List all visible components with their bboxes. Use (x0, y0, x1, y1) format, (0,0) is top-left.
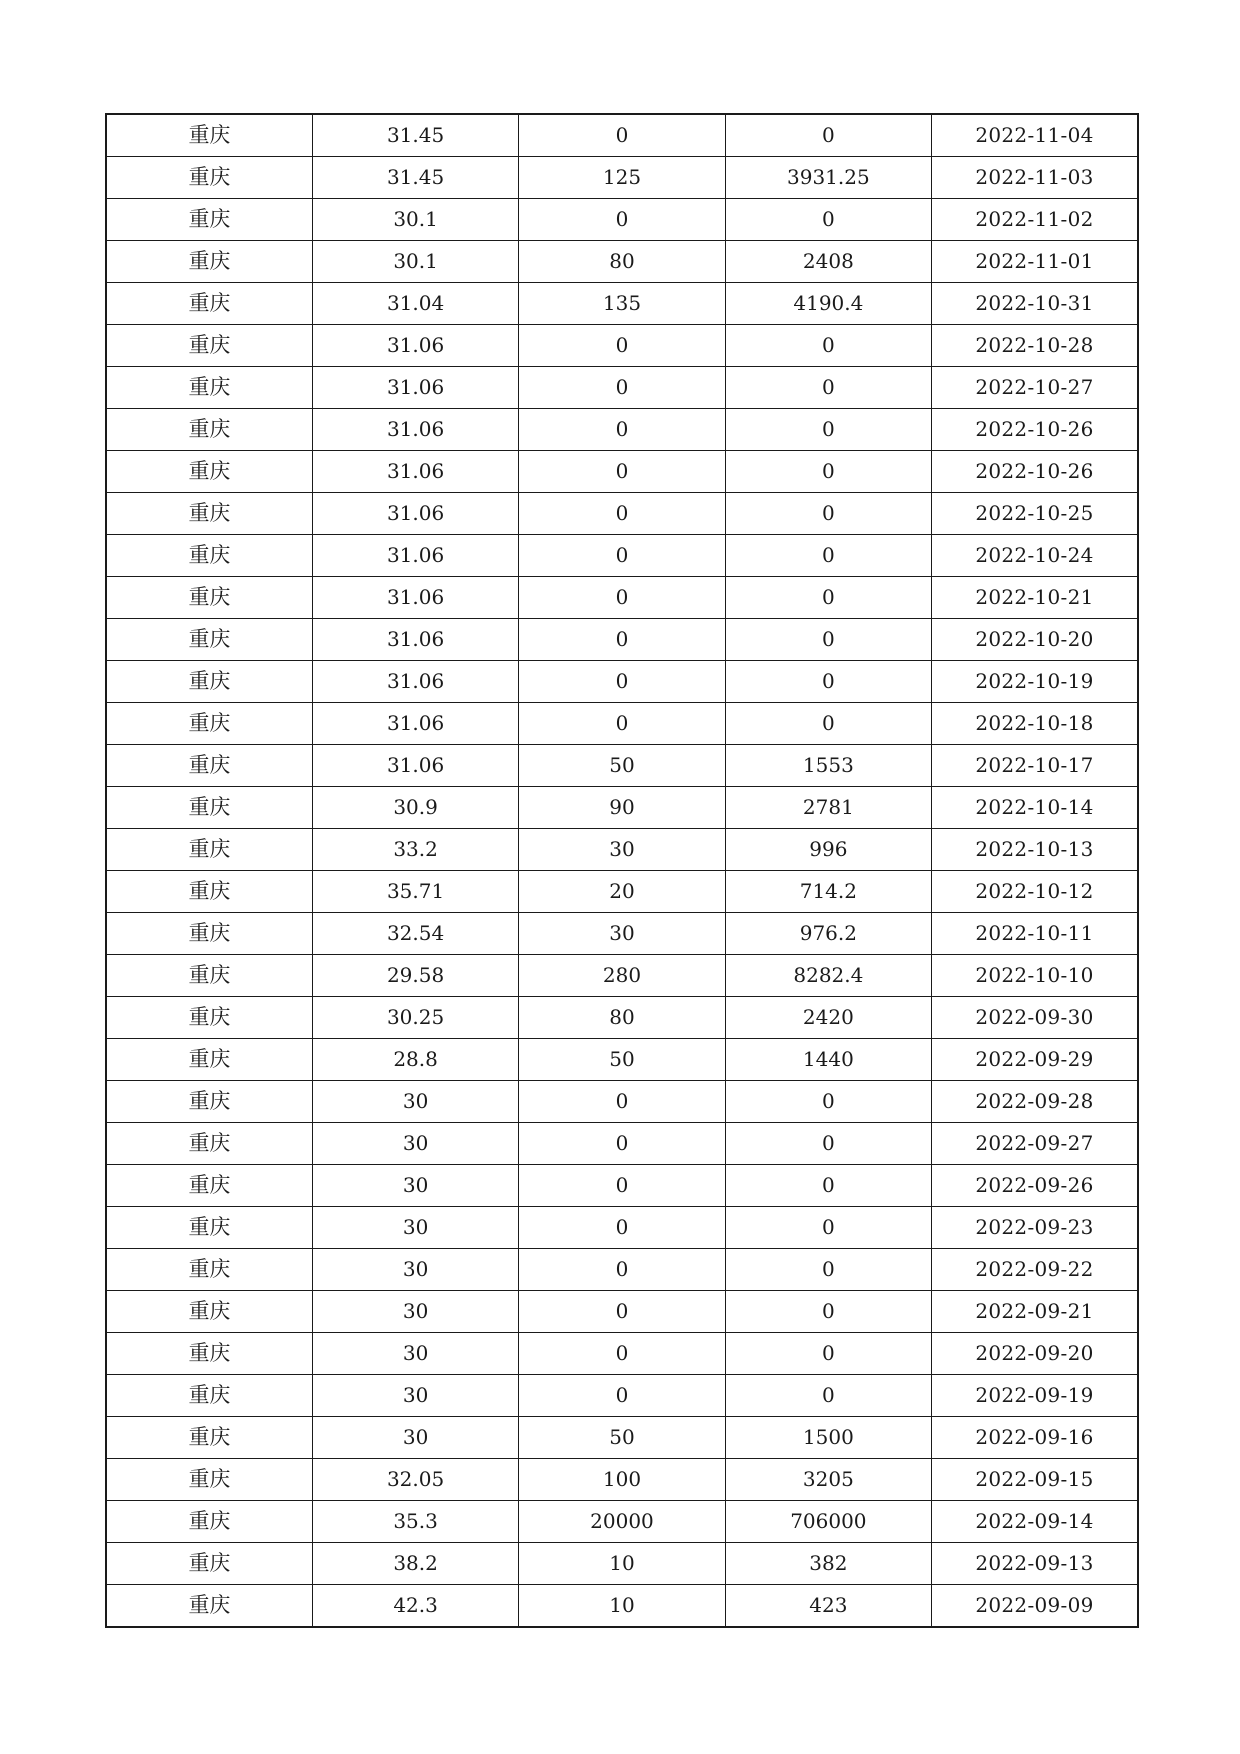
amount-cell: 714.2 (725, 871, 931, 913)
price-cell: 38.2 (312, 1543, 518, 1585)
quantity-cell: 0 (519, 577, 725, 619)
table-row (106, 703, 1138, 745)
price-cell: 31.04 (312, 283, 518, 325)
price-cell: 42.3 (312, 1585, 518, 1628)
city-cell: 重庆 (106, 325, 312, 367)
table-row (106, 997, 1138, 1039)
date-cell: 2022-10-19 (932, 661, 1138, 703)
table-row (106, 577, 1138, 619)
table-row (106, 1291, 1138, 1333)
table-row (106, 1585, 1138, 1628)
amount-cell: 8282.4 (725, 955, 931, 997)
price-cell: 31.45 (312, 157, 518, 199)
table-row (106, 1543, 1138, 1585)
city-cell: 重庆 (106, 1207, 312, 1249)
price-cell: 35.71 (312, 871, 518, 913)
quantity-cell: 30 (519, 913, 725, 955)
amount-cell: 706000 (725, 1501, 931, 1543)
date-cell: 2022-10-25 (932, 493, 1138, 535)
quantity-cell: 125 (519, 157, 725, 199)
city-cell: 重庆 (106, 1081, 312, 1123)
city-cell: 重庆 (106, 703, 312, 745)
amount-cell: 1440 (725, 1039, 931, 1081)
price-cell: 31.06 (312, 745, 518, 787)
quantity-cell: 10 (519, 1543, 725, 1585)
date-cell: 2022-09-15 (932, 1459, 1138, 1501)
quantity-cell: 0 (519, 661, 725, 703)
date-cell: 2022-10-26 (932, 451, 1138, 493)
city-cell: 重庆 (106, 283, 312, 325)
city-cell: 重庆 (106, 1039, 312, 1081)
date-cell: 2022-10-10 (932, 955, 1138, 997)
price-cell: 32.05 (312, 1459, 518, 1501)
date-cell: 2022-11-02 (932, 199, 1138, 241)
price-cell: 30.9 (312, 787, 518, 829)
city-cell: 重庆 (106, 1585, 312, 1628)
date-cell: 2022-09-09 (932, 1585, 1138, 1628)
table-row (106, 1081, 1138, 1123)
city-cell: 重庆 (106, 1123, 312, 1165)
price-cell: 33.2 (312, 829, 518, 871)
table-row (106, 114, 1138, 157)
quantity-cell: 0 (519, 1249, 725, 1291)
date-cell: 2022-11-03 (932, 157, 1138, 199)
quantity-cell: 0 (519, 1081, 725, 1123)
table-row (106, 787, 1138, 829)
city-cell: 重庆 (106, 787, 312, 829)
table-row (106, 1123, 1138, 1165)
amount-cell: 0 (725, 535, 931, 577)
city-cell: 重庆 (106, 1501, 312, 1543)
quantity-cell: 280 (519, 955, 725, 997)
date-cell: 2022-09-28 (932, 1081, 1138, 1123)
price-cell: 31.45 (312, 114, 518, 157)
date-cell: 2022-09-14 (932, 1501, 1138, 1543)
table-row (106, 619, 1138, 661)
city-cell: 重庆 (106, 1333, 312, 1375)
table-row (106, 1039, 1138, 1081)
amount-cell: 996 (725, 829, 931, 871)
price-cell: 31.06 (312, 703, 518, 745)
price-cell: 30 (312, 1375, 518, 1417)
amount-cell: 0 (725, 619, 931, 661)
price-cell: 30 (312, 1417, 518, 1459)
quantity-cell: 50 (519, 745, 725, 787)
table-row (106, 913, 1138, 955)
price-cell: 31.06 (312, 619, 518, 661)
price-cell: 30 (312, 1333, 518, 1375)
date-cell: 2022-09-19 (932, 1375, 1138, 1417)
quantity-cell: 0 (519, 1207, 725, 1249)
city-cell: 重庆 (106, 1249, 312, 1291)
date-cell: 2022-09-21 (932, 1291, 1138, 1333)
date-cell: 2022-09-20 (932, 1333, 1138, 1375)
amount-cell: 3931.25 (725, 157, 931, 199)
amount-cell: 2420 (725, 997, 931, 1039)
table-row (106, 535, 1138, 577)
date-cell: 2022-11-01 (932, 241, 1138, 283)
table-row (106, 1165, 1138, 1207)
amount-cell: 976.2 (725, 913, 931, 955)
quantity-cell: 0 (519, 619, 725, 661)
city-cell: 重庆 (106, 1417, 312, 1459)
date-cell: 2022-10-24 (932, 535, 1138, 577)
amount-cell: 0 (725, 1207, 931, 1249)
quantity-cell: 0 (519, 1333, 725, 1375)
table-row (106, 367, 1138, 409)
city-cell: 重庆 (106, 1291, 312, 1333)
quantity-cell: 0 (519, 367, 725, 409)
amount-cell: 0 (725, 1333, 931, 1375)
table-row (106, 829, 1138, 871)
price-cell: 31.06 (312, 535, 518, 577)
date-cell: 2022-10-11 (932, 913, 1138, 955)
city-cell: 重庆 (106, 114, 312, 157)
date-cell: 2022-09-22 (932, 1249, 1138, 1291)
quantity-cell: 100 (519, 1459, 725, 1501)
city-cell: 重庆 (106, 535, 312, 577)
price-cell: 31.06 (312, 325, 518, 367)
city-cell: 重庆 (106, 493, 312, 535)
table-row (106, 1249, 1138, 1291)
quantity-cell: 20000 (519, 1501, 725, 1543)
city-cell: 重庆 (106, 955, 312, 997)
quantity-cell: 0 (519, 325, 725, 367)
city-cell: 重庆 (106, 409, 312, 451)
price-cell: 30.1 (312, 241, 518, 283)
price-cell: 29.58 (312, 955, 518, 997)
amount-cell: 0 (725, 114, 931, 157)
city-cell: 重庆 (106, 157, 312, 199)
table-row (106, 1417, 1138, 1459)
city-cell: 重庆 (106, 661, 312, 703)
quantity-cell: 0 (519, 199, 725, 241)
date-cell: 2022-10-27 (932, 367, 1138, 409)
city-cell: 重庆 (106, 451, 312, 493)
amount-cell: 0 (725, 325, 931, 367)
quantity-cell: 135 (519, 283, 725, 325)
date-cell: 2022-10-21 (932, 577, 1138, 619)
city-cell: 重庆 (106, 745, 312, 787)
date-cell: 2022-09-13 (932, 1543, 1138, 1585)
date-cell: 2022-10-13 (932, 829, 1138, 871)
city-cell: 重庆 (106, 1543, 312, 1585)
city-cell: 重庆 (106, 1165, 312, 1207)
date-cell: 2022-10-12 (932, 871, 1138, 913)
city-cell: 重庆 (106, 619, 312, 661)
price-cell: 31.06 (312, 451, 518, 493)
quantity-cell: 0 (519, 1123, 725, 1165)
table-row (106, 325, 1138, 367)
quantity-cell: 50 (519, 1039, 725, 1081)
date-cell: 2022-09-26 (932, 1165, 1138, 1207)
date-cell: 2022-09-27 (932, 1123, 1138, 1165)
amount-cell: 2408 (725, 241, 931, 283)
table-row (106, 493, 1138, 535)
amount-cell: 3205 (725, 1459, 931, 1501)
price-cell: 31.06 (312, 661, 518, 703)
table-row (106, 451, 1138, 493)
amount-cell: 0 (725, 367, 931, 409)
amount-cell: 0 (725, 1375, 931, 1417)
table-row (106, 955, 1138, 997)
city-cell: 重庆 (106, 913, 312, 955)
price-cell: 30 (312, 1207, 518, 1249)
amount-cell: 4190.4 (725, 283, 931, 325)
table-row (106, 1375, 1138, 1417)
date-cell: 2022-10-20 (932, 619, 1138, 661)
price-cell: 32.54 (312, 913, 518, 955)
quantity-cell: 10 (519, 1585, 725, 1628)
quantity-cell: 0 (519, 1291, 725, 1333)
price-cell: 31.06 (312, 493, 518, 535)
amount-cell: 0 (725, 493, 931, 535)
table-row (106, 283, 1138, 325)
amount-cell: 0 (725, 451, 931, 493)
city-cell: 重庆 (106, 241, 312, 283)
amount-cell: 0 (725, 1081, 931, 1123)
date-cell: 2022-09-30 (932, 997, 1138, 1039)
city-cell: 重庆 (106, 997, 312, 1039)
price-cell: 30.1 (312, 199, 518, 241)
date-cell: 2022-10-18 (932, 703, 1138, 745)
quantity-cell: 0 (519, 409, 725, 451)
city-cell: 重庆 (106, 829, 312, 871)
table-row (106, 1333, 1138, 1375)
date-cell: 2022-09-29 (932, 1039, 1138, 1081)
city-cell: 重庆 (106, 1459, 312, 1501)
table-row (106, 241, 1138, 283)
table-row (106, 661, 1138, 703)
amount-cell: 1500 (725, 1417, 931, 1459)
price-cell: 30 (312, 1165, 518, 1207)
amount-cell: 0 (725, 661, 931, 703)
price-cell: 30 (312, 1081, 518, 1123)
amount-cell: 0 (725, 1291, 931, 1333)
price-cell: 30 (312, 1123, 518, 1165)
quantity-cell: 0 (519, 703, 725, 745)
quantity-cell: 0 (519, 535, 725, 577)
quantity-cell: 30 (519, 829, 725, 871)
quantity-cell: 80 (519, 241, 725, 283)
amount-cell: 0 (725, 703, 931, 745)
table-row (106, 409, 1138, 451)
quantity-cell: 80 (519, 997, 725, 1039)
city-cell: 重庆 (106, 367, 312, 409)
table-row (106, 157, 1138, 199)
amount-cell: 0 (725, 1165, 931, 1207)
quantity-cell: 90 (519, 787, 725, 829)
quantity-cell: 0 (519, 493, 725, 535)
date-cell: 2022-10-17 (932, 745, 1138, 787)
date-cell: 2022-10-26 (932, 409, 1138, 451)
table-row (106, 199, 1138, 241)
price-cell: 28.8 (312, 1039, 518, 1081)
table-row (106, 1207, 1138, 1249)
table-row (106, 1501, 1138, 1543)
table-row (106, 871, 1138, 913)
amount-cell: 423 (725, 1585, 931, 1628)
price-cell: 31.06 (312, 367, 518, 409)
city-cell: 重庆 (106, 871, 312, 913)
city-cell: 重庆 (106, 1375, 312, 1417)
table-row (106, 745, 1138, 787)
amount-cell: 382 (725, 1543, 931, 1585)
amount-cell: 0 (725, 199, 931, 241)
amount-cell: 1553 (725, 745, 931, 787)
city-cell: 重庆 (106, 199, 312, 241)
table-body (106, 114, 1138, 1627)
date-cell: 2022-09-16 (932, 1417, 1138, 1459)
date-cell: 2022-10-28 (932, 325, 1138, 367)
quantity-cell: 0 (519, 1375, 725, 1417)
price-cell: 30.25 (312, 997, 518, 1039)
date-cell: 2022-11-04 (932, 114, 1138, 157)
quantity-cell: 50 (519, 1417, 725, 1459)
price-cell: 31.06 (312, 577, 518, 619)
city-cell: 重庆 (106, 577, 312, 619)
quantity-cell: 0 (519, 451, 725, 493)
date-cell: 2022-10-14 (932, 787, 1138, 829)
amount-cell: 0 (725, 577, 931, 619)
amount-cell: 0 (725, 409, 931, 451)
price-cell: 30 (312, 1291, 518, 1333)
quantity-cell: 20 (519, 871, 725, 913)
price-volume-table (105, 113, 1139, 1628)
price-cell: 30 (312, 1249, 518, 1291)
price-cell: 31.06 (312, 409, 518, 451)
date-cell: 2022-09-23 (932, 1207, 1138, 1249)
amount-cell: 2781 (725, 787, 931, 829)
amount-cell: 0 (725, 1123, 931, 1165)
date-cell: 2022-10-31 (932, 283, 1138, 325)
quantity-cell: 0 (519, 1165, 725, 1207)
price-cell: 35.3 (312, 1501, 518, 1543)
table-row (106, 1459, 1138, 1501)
amount-cell: 0 (725, 1249, 931, 1291)
quantity-cell: 0 (519, 114, 725, 157)
